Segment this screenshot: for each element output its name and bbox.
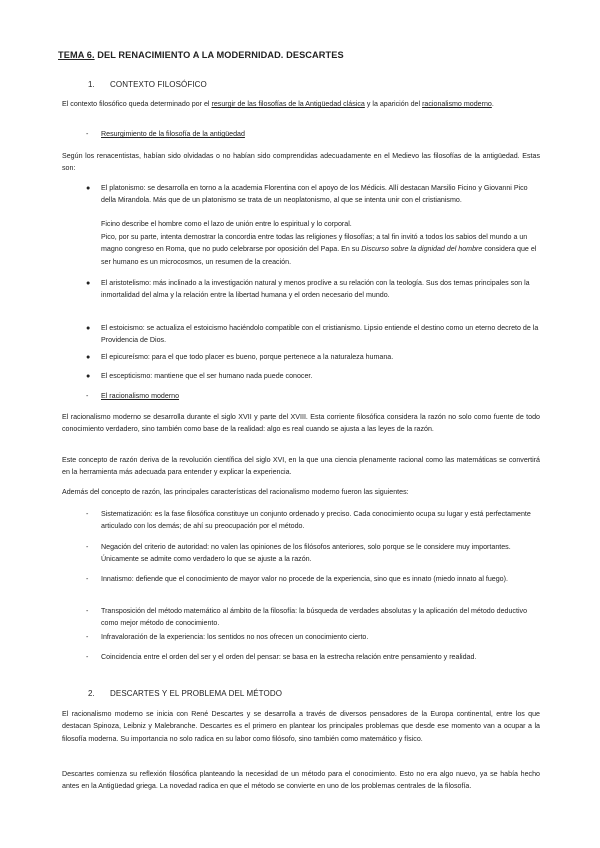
dash-marker: - — [86, 543, 89, 551]
bullet-pico — [86, 231, 541, 268]
bullet-ficino — [86, 218, 541, 230]
intro-underlined-1: resurgir de las filosofías de la Antigüedad clásica — [211, 100, 365, 108]
item-innatismo — [86, 573, 541, 585]
intro-underlined-2: racionalismo moderno — [422, 100, 492, 108]
item-infravaloracion — [86, 631, 541, 643]
bullet-text-part: considera que el ser humano es un microcosmos, un resumen de la creación. — [101, 245, 537, 266]
bullet-platonismo — [86, 182, 541, 207]
bullet-text: El epicureísmo: para el que todo placer es bueno, porque pertenece a la naturaleza humana. — [101, 353, 394, 361]
paragraph-racionalismo-2: Este concepto de razón deriva de la revolución científica del siglo XVI, en la que una ciencia plenamente racional como las matemáticas se convertirá en la herramienta más adecuada para entender y explicar la experiencia. — [62, 456, 540, 477]
subheading-label: El racionalismo moderno — [101, 392, 180, 400]
title-tema: TEMA 6. — [58, 50, 95, 60]
title-rest: DEL RENACIMIENTO A LA MODERNIDAD. DESCARTES — [94, 50, 344, 60]
item-text: Transposición del método matemático al ámbito de la filosofía: la búsqueda de verdades absolutas y la aplicación del método deductivo como mejor método de conocimiento. — [101, 607, 528, 628]
bullet-text-part: Pico, por su parte, intenta demostrar la concordia entre todas las religiones y filosofías; a tal fin invitó a todos los sabios del mundo a un magno congreso en Roma, que no pudo celebrarse por oposición del Papa. En su — [101, 233, 528, 254]
dash-marker: - — [86, 392, 89, 400]
section-number: 2. — [88, 689, 95, 698]
bullet-escepticismo — [86, 370, 541, 382]
item-autoridad — [86, 541, 541, 566]
paragraph-racionalismo-3: Además del concepto de razón, las principales características del racionalismo moderno fueron las siguientes: — [62, 488, 409, 496]
bullet-aristotelismo — [86, 277, 541, 302]
section-heading-1 — [88, 80, 207, 89]
intro-text: El contexto filosófico queda determinado por el — [62, 100, 212, 108]
item-text: Negación del criterio de autoridad: no valen las opiniones de los filósofos anteriores, solo porque se le considere muy importantes. Únicamente se admite como verdadero lo que se ajuste a la razón. — [101, 543, 511, 564]
dash-marker: - — [86, 653, 89, 661]
bullet-epicureismo — [86, 351, 541, 363]
section-number: 1. — [88, 80, 95, 89]
bullet-text: El platonismo: se desarrolla en torno a la academia Florentina con el apoyo de los Médicis. Allí destacan Marsilio Ficino y Giovanni Pico della Mirandola. Más que de un platonismo se trata de un neoplatonismo, al que se intenta unir con el cristianismo. — [101, 184, 528, 205]
bullet-text: El estoicismo: se actualiza el estoicismo haciéndolo compatible con el cristianismo. Lipsio entiende el destino como un eterno decreto de la Providencia de Dios. — [101, 324, 539, 345]
item-transposicion — [86, 605, 541, 630]
paragraph-racionalismo-1: El racionalismo moderno se desarrolla durante el siglo XVII y parte del XVIII. Esta corriente filosófica considera la razón no solo como fuente de todo conocimiento verdadero, sino también como base de la realidad: algo es real cuando se ajusta a las leyes de la razón. — [62, 413, 540, 434]
bullet-marker: ● — [86, 324, 91, 332]
intro-paragraph — [62, 98, 540, 110]
bullet-text: El escepticismo: mantiene que el ser humano nada puede conocer. — [101, 372, 313, 380]
bullet-marker: ● — [86, 279, 91, 287]
dash-marker: - — [86, 575, 89, 583]
item-text: Sistematización: es la fase filosófica constituye un conjunto ordenado y preciso. Cada conocimiento ocupa su lugar y está perfectamente articulado con los demás; de ahí su preocupación por el método. — [101, 510, 531, 531]
book-title: Discurso sobre la dignidad del hombre — [361, 245, 483, 254]
bullet-text — [101, 231, 541, 268]
dash-marker: - — [86, 130, 89, 138]
section-title: CONTEXTO FILOSÓFICO — [110, 80, 207, 89]
bullet-marker: ● — [86, 353, 91, 361]
item-sistematizacion — [86, 508, 541, 533]
paragraph-renacentistas: Según los renacentistas, habían sido olvidadas o no habían sido comprendidas adecuadamente en el Medievo las filosofías de la antigüedad. Estas son: — [62, 152, 540, 173]
intro-text-2: y la aparición del — [364, 100, 423, 108]
paragraph-descartes-1: El racionalismo moderno se inicia con René Descartes y se desarrolla a través de diversos pensadores de la Europa continental, entre los que destacan Spinoza, Leibniz y Malebranche. Descartes es el primero en plantear los principales problemas que desde ese momento van a ocupar a la filosofía moderna. Su importancia no solo radica en su labor como filósofo, sino también como matemático y físico. — [62, 710, 540, 743]
intro-text-3: . — [491, 100, 494, 108]
dash-marker: - — [86, 510, 89, 518]
bullet-text: El aristotelismo: más inclinado a la investigación natural y menos proclive a su relación con la teología. Sus dos temas principales son la inmortalidad del alma y la relación entre la libertad humana y el orden necesario del mundo. — [101, 279, 530, 300]
dash-marker: - — [86, 633, 89, 641]
page-title — [58, 50, 344, 60]
item-text: Coincidencia entre el orden del ser y el orden del pensar: se basa en la estrecha relación entre pensamiento y realidad. — [101, 653, 477, 661]
dash-marker: - — [86, 607, 89, 615]
paragraph-descartes-2: Descartes comienza su reflexión filosófica planteando la necesidad de un método para el conocimiento. Esto no era algo nuevo, ya se había hecho antes en la Antigüedad griega. La novedad radica en que el método se convierte en uno de los problemas centrales de la filosofía. — [62, 770, 540, 791]
subheading-label: Resurgimiento de la filosofía de la antigüedad — [101, 130, 245, 138]
item-text: Innatismo: defiende que el conocimiento de mayor valor no procede de la experiencia, sino que es innato (miedo innato al fuego). — [101, 575, 508, 583]
bullet-marker: ● — [86, 184, 91, 192]
bullet-marker: ● — [86, 372, 91, 380]
section-title: DESCARTES Y EL PROBLEMA DEL MÉTODO — [110, 689, 283, 698]
item-text: Infravaloración de la experiencia: los sentidos no nos ofrecen un conocimiento cierto. — [101, 633, 369, 641]
bullet-estoicismo — [86, 322, 541, 347]
item-coincidencia — [86, 651, 541, 663]
section-heading-2 — [88, 689, 282, 698]
bullet-text: Ficino describe el hombre como el lazo de unión entre lo espiritual y lo corporal. — [101, 220, 352, 228]
